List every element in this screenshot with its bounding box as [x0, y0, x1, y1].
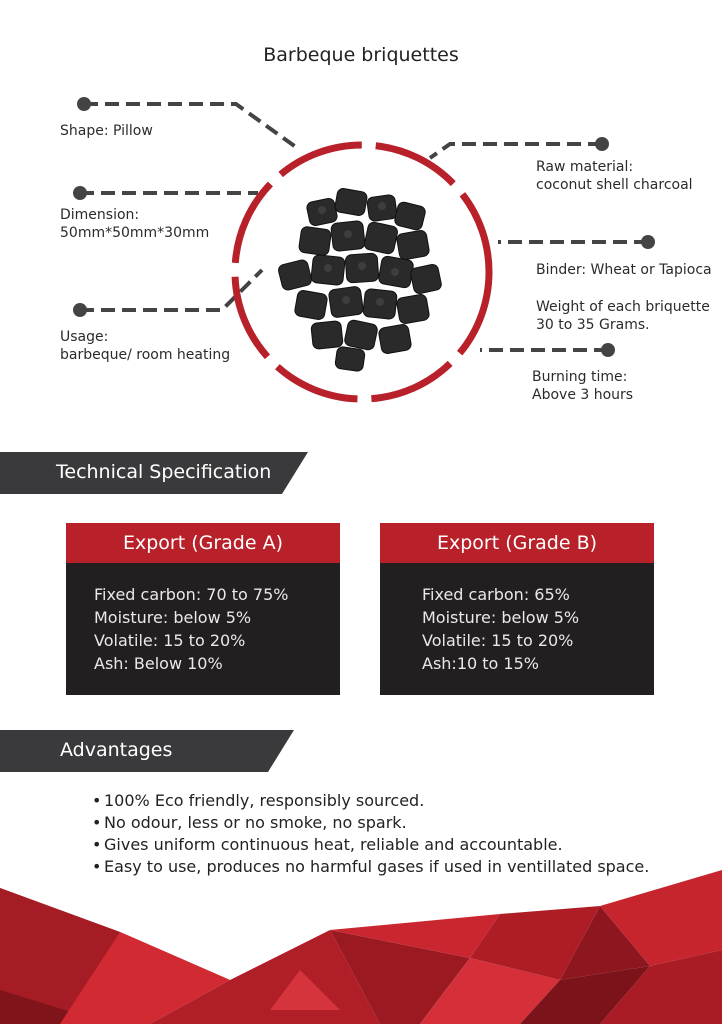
grade-b-card: [380, 523, 654, 695]
list-item: Fixed carbon: 70 to 75%: [94, 585, 289, 604]
callout-burning-time: Burning time: Above 3 hours: [532, 369, 634, 403]
callout-raw-material: Raw material: coconut shell charcoal: [536, 159, 693, 193]
dimension-dot-icon: [73, 186, 87, 200]
callout-dimension: Dimension: 50mm*50mm*30mm: [60, 207, 210, 241]
list-item: • No odour, less or no smoke, no spark.: [92, 812, 649, 834]
decorative-footer: [0, 870, 722, 1024]
grade-a-card: [66, 523, 340, 695]
list-item: • Gives uniform continuous heat, reliable and accountable.: [92, 834, 649, 856]
callout-binder: Binder: Wheat or Tapioca: [536, 262, 712, 278]
list-item: Moisture: below 5%: [422, 608, 580, 627]
list-item: • Easy to use, produces no harmful gases if used in ventillated space.: [92, 856, 649, 878]
page-title: Barbeque briquettes: [263, 44, 459, 66]
list-item: Volatile: 15 to 20%: [422, 631, 574, 650]
list-item: Moisture: below 5%: [94, 608, 252, 627]
grade-a-list: [66, 563, 340, 675]
advantages-heading: Advantages: [60, 739, 173, 761]
usage-dot-icon: [73, 303, 87, 317]
raw-leader-line: [430, 144, 602, 158]
tech-spec-heading: Technical Specification: [56, 461, 272, 483]
list-item: Fixed carbon: 65%: [422, 585, 570, 604]
burning-dot-icon: [601, 343, 615, 357]
list-item: Volatile: 15 to 20%: [94, 631, 246, 650]
charcoal-briquettes-pile-icon: [277, 188, 442, 372]
list-item: Ash:10 to 15%: [422, 654, 539, 673]
binder-dot-icon: [641, 235, 655, 249]
advantages-list: [92, 790, 649, 878]
raw-dot-icon: [595, 137, 609, 151]
tech-spec-header: [0, 452, 308, 494]
list-item: Ash: Below 10%: [94, 654, 223, 673]
callout-weight: Weight of each briquette 30 to 35 Grams.: [536, 299, 710, 333]
advantages-header: [0, 730, 294, 772]
grade-a-title: Export (Grade A): [66, 523, 340, 563]
grade-b-list: [380, 563, 654, 675]
callout-usage: Usage: barbeque/ room heating: [60, 329, 231, 363]
list-item: • 100% Eco friendly, responsibly sourced.: [92, 790, 649, 812]
callout-shape: Shape: Pillow: [60, 123, 153, 139]
shape-dot-icon: [77, 97, 91, 111]
grade-b-title: Export (Grade B): [380, 523, 654, 563]
